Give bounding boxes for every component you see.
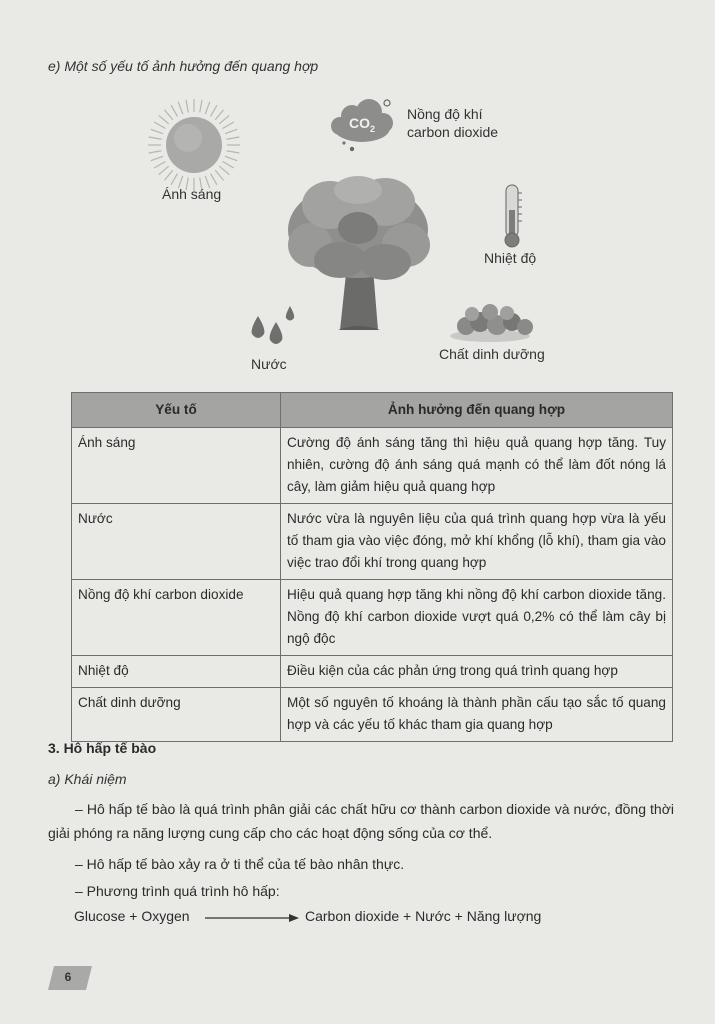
co2-label-line2: carbon dioxide xyxy=(407,123,499,140)
factors-table xyxy=(71,392,673,742)
effect-cell: Hiệu quả quang hợp tăng khi nồng độ khí carbon dioxide tăng. Nồng độ khí carbon dioxide vượt quá 0,2% có thể làm cây bị ngộ độc xyxy=(281,580,673,656)
table-row xyxy=(72,428,673,504)
sun-icon xyxy=(148,99,240,191)
factor-cell: Nồng độ khí carbon dioxide xyxy=(72,580,281,656)
factor-cell: Chất dinh dưỡng xyxy=(72,688,281,742)
thermometer-icon xyxy=(505,185,522,247)
factor-cell: Nhiệt độ xyxy=(72,656,281,688)
water-label: Nước xyxy=(251,356,287,372)
temperature-label: Nhiệt độ xyxy=(484,250,537,266)
table-row xyxy=(72,504,673,580)
equation-right: Carbon dioxide + Nước + Năng lượng xyxy=(305,908,542,924)
section-3-heading: 3. Hô hấp tế bào xyxy=(48,740,157,756)
table-row xyxy=(72,688,673,742)
light-label: Ánh sáng xyxy=(162,186,222,202)
co2-formula: $CO_2$ xyxy=(349,115,376,134)
factor-cell: Ánh sáng xyxy=(72,428,281,504)
page-number-tab xyxy=(48,966,92,990)
illustration-graphics xyxy=(0,0,715,390)
nutrients-icon xyxy=(450,304,533,342)
table-header-row xyxy=(72,393,673,428)
table-row xyxy=(72,656,673,688)
table-row xyxy=(72,580,673,656)
co2-label-line1: Nồng độ khí xyxy=(407,106,483,122)
header-effect: Ảnh hưởng đến quang hợp xyxy=(281,393,673,428)
factor-cell: Nước xyxy=(72,504,281,580)
water-drops-icon xyxy=(252,306,295,344)
photosynthesis-factors-illustration xyxy=(0,0,715,390)
effect-cell: Một số nguyên tố khoáng là thành phần cấu tạo sắc tố quang hợp và các yếu tố khác tham gia quang hợp xyxy=(281,688,673,742)
tree-icon xyxy=(288,176,430,330)
equation-arrow-icon xyxy=(205,911,300,925)
equation-left: Glucose + Oxygen xyxy=(74,908,190,924)
nutrient-label: Chất dinh dưỡng xyxy=(439,346,545,362)
paragraph-location: – Hô hấp tế bào xảy ra ở ti thể của tế bào nhân thực. xyxy=(75,856,405,872)
section-e-heading: e) Một số yếu tố ảnh hưởng đến quang hợp xyxy=(48,58,319,74)
effect-cell: Nước vừa là nguyên liệu của quá trình quang hợp vừa là yếu tố tham gia vào việc đóng, mở khí khổng (lỗ khí), tham gia vào việc trao đổi khí trong quang hợp xyxy=(281,504,673,580)
effect-cell: Điều kiện của các phản ứng trong quá trình quang hợp xyxy=(281,656,673,688)
paragraph-equation-intro: – Phương trình quá trình hô hấp: xyxy=(75,883,280,899)
paragraph-definition: – Hô hấp tế bào là quá trình phân giải các chất hữu cơ thành carbon dioxide và nước, đồng thời giải phóng ra năng lượng cung cấp cho các hoạt động sống của cơ thể. xyxy=(48,801,674,841)
section-3a-heading: a) Khái niệm xyxy=(48,771,127,787)
effect-cell: Cường độ ánh sáng tăng thì hiệu quả quang hợp tăng. Tuy nhiên, cường độ ánh sáng quá mạnh có thể làm đốt nóng lá cây, làm giảm hiệu quả quang hợp xyxy=(281,428,673,504)
header-factor: Yếu tố xyxy=(72,393,281,428)
co2-label xyxy=(407,106,498,141)
page-number: 6 xyxy=(64,970,72,984)
